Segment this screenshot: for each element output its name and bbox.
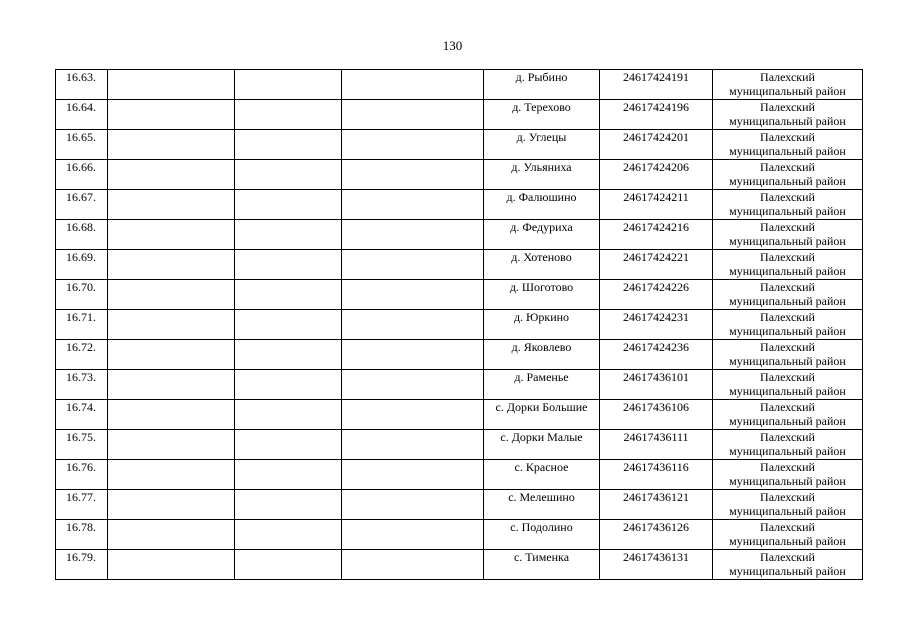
settlement-name-cell: с. Подолино <box>484 520 600 550</box>
empty-cell <box>342 550 484 580</box>
empty-cell <box>108 310 235 340</box>
district-name-line2: муниципальный район <box>729 294 846 308</box>
row-number-cell: 16.78. <box>56 520 108 550</box>
empty-cell <box>108 220 235 250</box>
oktmo-code-cell: 24617424206 <box>600 160 713 190</box>
row-number-cell: 16.79. <box>56 550 108 580</box>
district-cell <box>713 370 863 400</box>
empty-cell <box>108 340 235 370</box>
empty-cell <box>342 520 484 550</box>
empty-cell <box>235 490 342 520</box>
district-name-line1: Палехский <box>760 220 815 234</box>
row-number-cell: 16.68. <box>56 220 108 250</box>
row-number-cell: 16.70. <box>56 280 108 310</box>
empty-cell <box>108 280 235 310</box>
district-cell <box>713 430 863 460</box>
district-name-line2: муниципальный район <box>729 324 846 338</box>
district-name-line1: Палехский <box>760 160 815 174</box>
settlement-name-cell: д. Хотеново <box>484 250 600 280</box>
row-number-cell: 16.72. <box>56 340 108 370</box>
empty-cell <box>108 190 235 220</box>
oktmo-code-cell: 24617436131 <box>600 550 713 580</box>
oktmo-code-cell: 24617424201 <box>600 130 713 160</box>
district-name-line2: муниципальный район <box>729 204 846 218</box>
empty-cell <box>235 100 342 130</box>
empty-cell <box>235 520 342 550</box>
table-row <box>56 400 863 430</box>
oktmo-code-cell: 24617424216 <box>600 220 713 250</box>
oktmo-code-cell: 24617424191 <box>600 70 713 100</box>
district-name-line2: муниципальный район <box>729 384 846 398</box>
settlement-name-cell: д. Терехово <box>484 100 600 130</box>
oktmo-code-cell: 24617424231 <box>600 310 713 340</box>
empty-cell <box>342 490 484 520</box>
empty-cell <box>342 370 484 400</box>
empty-cell <box>108 460 235 490</box>
oktmo-code-cell: 24617436121 <box>600 490 713 520</box>
table-row <box>56 460 863 490</box>
settlement-name-cell: д. Юркино <box>484 310 600 340</box>
empty-cell <box>342 460 484 490</box>
district-name-line1: Палехский <box>760 550 815 564</box>
district-name-line2: муниципальный район <box>729 354 846 368</box>
settlement-name-cell: д. Углецы <box>484 130 600 160</box>
district-cell <box>713 100 863 130</box>
empty-cell <box>235 310 342 340</box>
district-name-line1: Палехский <box>760 400 815 414</box>
district-name-line1: Палехский <box>760 310 815 324</box>
district-cell <box>713 310 863 340</box>
settlement-name-cell: с. Красное <box>484 460 600 490</box>
oktmo-code-cell: 24617436106 <box>600 400 713 430</box>
district-cell <box>713 130 863 160</box>
row-number-cell: 16.69. <box>56 250 108 280</box>
table-row <box>56 250 863 280</box>
empty-cell <box>342 310 484 340</box>
settlements-table <box>55 69 863 580</box>
empty-cell <box>235 550 342 580</box>
table-row <box>56 280 863 310</box>
district-name-line2: муниципальный район <box>729 474 846 488</box>
district-name-line1: Палехский <box>760 190 815 204</box>
settlement-name-cell: д. Шоготово <box>484 280 600 310</box>
settlement-name-cell: д. Ульяниха <box>484 160 600 190</box>
empty-cell <box>342 70 484 100</box>
district-name-line1: Палехский <box>760 130 815 144</box>
district-name-line1: Палехский <box>760 340 815 354</box>
empty-cell <box>108 520 235 550</box>
empty-cell <box>235 430 342 460</box>
row-number-cell: 16.71. <box>56 310 108 340</box>
empty-cell <box>235 130 342 160</box>
district-cell <box>713 190 863 220</box>
oktmo-code-cell: 24617424221 <box>600 250 713 280</box>
district-cell <box>713 340 863 370</box>
empty-cell <box>108 70 235 100</box>
district-name-line1: Палехский <box>760 70 815 84</box>
table-body <box>56 70 863 580</box>
district-name-line1: Палехский <box>760 250 815 264</box>
row-number-cell: 16.63. <box>56 70 108 100</box>
row-number-cell: 16.67. <box>56 190 108 220</box>
empty-cell <box>108 370 235 400</box>
settlement-name-cell: с. Дорки Большие <box>484 400 600 430</box>
district-cell <box>713 550 863 580</box>
empty-cell <box>235 190 342 220</box>
oktmo-code-cell: 24617424226 <box>600 280 713 310</box>
district-name-line2: муниципальный район <box>729 174 846 188</box>
district-cell <box>713 250 863 280</box>
empty-cell <box>108 250 235 280</box>
oktmo-code-cell: 24617424236 <box>600 340 713 370</box>
empty-cell <box>342 190 484 220</box>
row-number-cell: 16.65. <box>56 130 108 160</box>
empty-cell <box>342 430 484 460</box>
row-number-cell: 16.74. <box>56 400 108 430</box>
district-name-line2: муниципальный район <box>729 84 846 98</box>
table-row <box>56 70 863 100</box>
table-row <box>56 310 863 340</box>
empty-cell <box>108 130 235 160</box>
empty-cell <box>235 160 342 190</box>
row-number-cell: 16.75. <box>56 430 108 460</box>
table-row <box>56 520 863 550</box>
oktmo-code-cell: 24617424196 <box>600 100 713 130</box>
district-name-line1: Палехский <box>760 370 815 384</box>
empty-cell <box>235 370 342 400</box>
table-row <box>56 430 863 460</box>
empty-cell <box>108 400 235 430</box>
settlement-name-cell: с. Дорки Малые <box>484 430 600 460</box>
settlement-name-cell: д. Рыбино <box>484 70 600 100</box>
settlement-name-cell: д. Фалюшино <box>484 190 600 220</box>
empty-cell <box>235 220 342 250</box>
oktmo-code-cell: 24617436126 <box>600 520 713 550</box>
district-name-line1: Палехский <box>760 430 815 444</box>
table-row <box>56 490 863 520</box>
table-row <box>56 340 863 370</box>
row-number-cell: 16.76. <box>56 460 108 490</box>
table-row <box>56 100 863 130</box>
oktmo-code-cell: 24617436101 <box>600 370 713 400</box>
district-cell <box>713 400 863 430</box>
settlement-name-cell: с. Тименка <box>484 550 600 580</box>
empty-cell <box>342 400 484 430</box>
district-cell <box>713 70 863 100</box>
district-name-line2: муниципальный район <box>729 234 846 248</box>
settlement-name-cell: с. Мелешино <box>484 490 600 520</box>
settlement-name-cell: д. Яковлево <box>484 340 600 370</box>
empty-cell <box>108 550 235 580</box>
row-number-cell: 16.64. <box>56 100 108 130</box>
row-number-cell: 16.66. <box>56 160 108 190</box>
settlement-name-cell: д. Федуриха <box>484 220 600 250</box>
empty-cell <box>108 160 235 190</box>
district-cell <box>713 220 863 250</box>
district-name-line1: Палехский <box>760 280 815 294</box>
district-name-line2: муниципальный район <box>729 414 846 428</box>
table-row <box>56 220 863 250</box>
empty-cell <box>235 340 342 370</box>
district-cell <box>713 490 863 520</box>
settlement-name-cell: д. Раменье <box>484 370 600 400</box>
table-row <box>56 370 863 400</box>
page-number: 130 <box>442 38 463 53</box>
empty-cell <box>235 250 342 280</box>
row-number-cell: 16.77. <box>56 490 108 520</box>
table-row <box>56 130 863 160</box>
oktmo-code-cell: 24617436111 <box>600 430 713 460</box>
empty-cell <box>235 70 342 100</box>
district-name-line2: муниципальный район <box>729 144 846 158</box>
empty-cell <box>235 400 342 430</box>
district-name-line1: Палехский <box>760 490 815 504</box>
district-name-line2: муниципальный район <box>729 564 846 578</box>
district-cell <box>713 520 863 550</box>
empty-cell <box>342 100 484 130</box>
oktmo-code-cell: 24617436116 <box>600 460 713 490</box>
district-name-line2: муниципальный район <box>729 264 846 278</box>
district-name-line2: муниципальный район <box>729 114 846 128</box>
district-name-line1: Палехский <box>760 460 815 474</box>
district-name-line1: Палехский <box>760 520 815 534</box>
table-row <box>56 160 863 190</box>
empty-cell <box>342 280 484 310</box>
district-cell <box>713 460 863 490</box>
row-number-cell: 16.73. <box>56 370 108 400</box>
empty-cell <box>342 340 484 370</box>
district-name-line2: муниципальный район <box>729 444 846 458</box>
empty-cell <box>108 430 235 460</box>
oktmo-code-cell: 24617424211 <box>600 190 713 220</box>
empty-cell <box>235 460 342 490</box>
empty-cell <box>235 280 342 310</box>
district-name-line2: муниципальный район <box>729 534 846 548</box>
district-name-line1: Палехский <box>760 100 815 114</box>
district-cell <box>713 160 863 190</box>
empty-cell <box>342 220 484 250</box>
district-name-line2: муниципальный район <box>729 504 846 518</box>
empty-cell <box>342 160 484 190</box>
empty-cell <box>108 100 235 130</box>
empty-cell <box>108 490 235 520</box>
district-cell <box>713 280 863 310</box>
empty-cell <box>342 250 484 280</box>
table-row <box>56 550 863 580</box>
empty-cell <box>342 130 484 160</box>
table-row <box>56 190 863 220</box>
